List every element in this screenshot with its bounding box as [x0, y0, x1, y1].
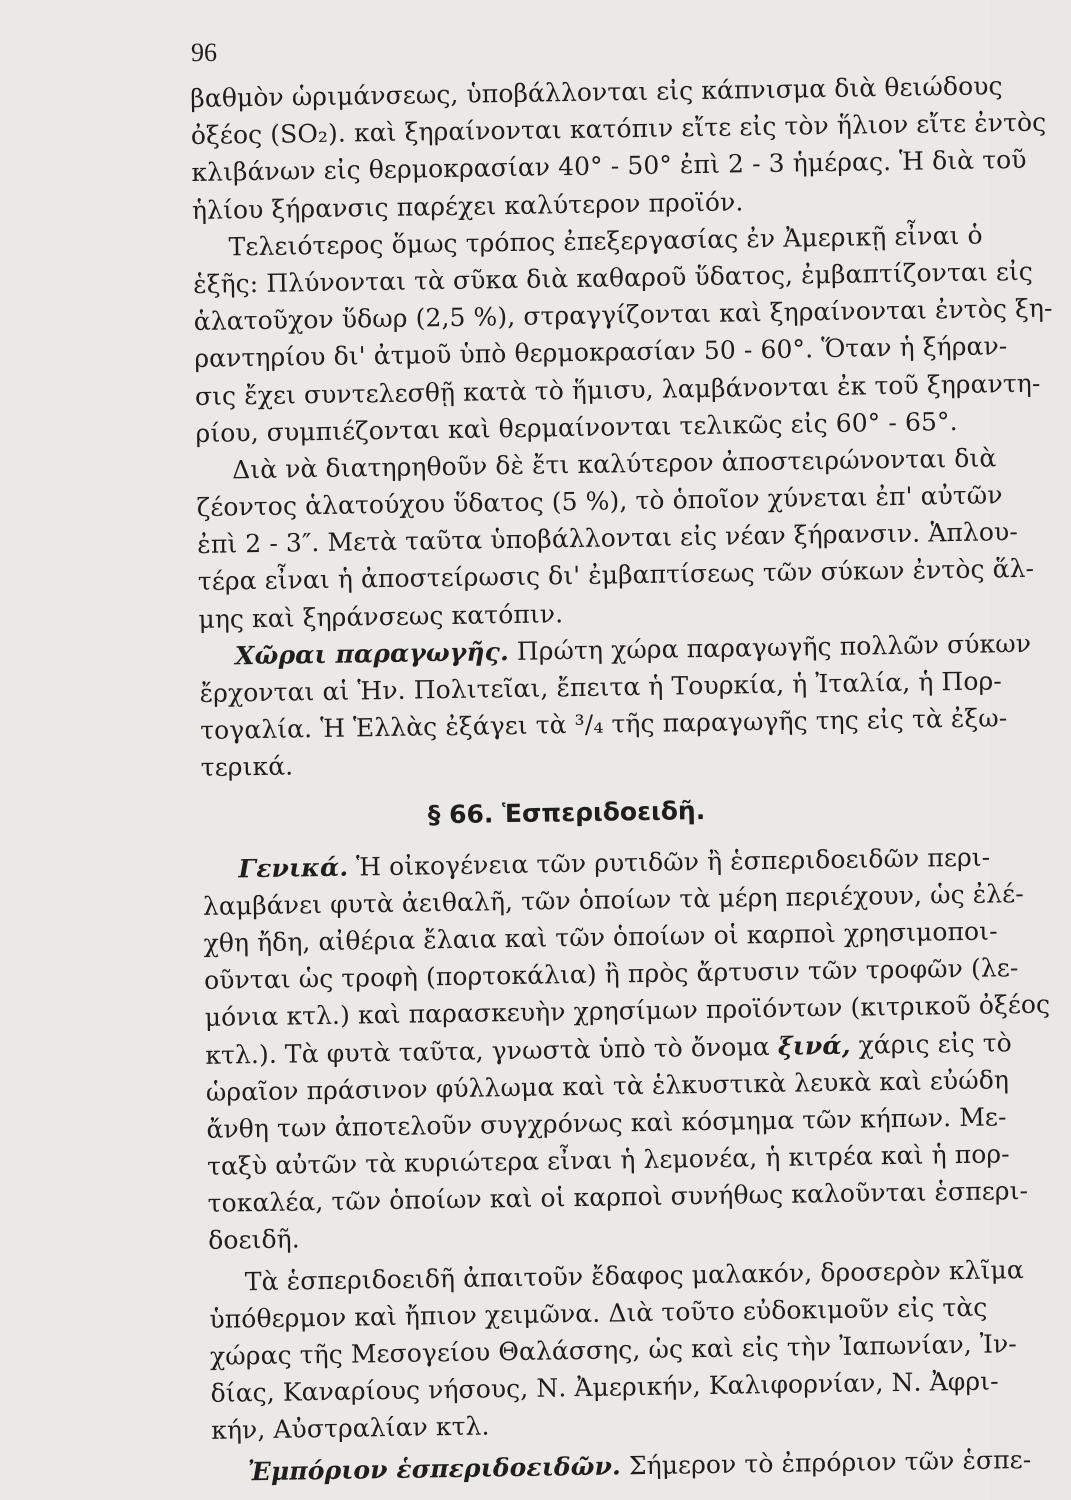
- page-number: 96: [191, 38, 217, 67]
- text-line: κλιβάνων εἰς θερμοκρασίαν 40° - 50° ἐπὶ 2 - 3 ἡμέρας. Ἡ διὰ τοῦ: [191, 145, 1027, 188]
- body-text: [190, 68, 1053, 1491]
- text-line: δοειδῆ.: [208, 1224, 300, 1256]
- paragraph-1: [190, 68, 1047, 229]
- run-in-heading: Γενικά.: [238, 852, 349, 883]
- text-line: ἔρχονται αἱ Ἡν. Πολιτεῖαι, ἔπειτα ἡ Τουρκία, ἡ Ἰταλία, ἡ Πορ-: [199, 666, 1003, 708]
- run-in-heading: Χῶραι παραγωγῆς.: [234, 636, 510, 671]
- text-line: ἑξῆς: Πλύνονται τὰ σῦκα διὰ καθαροῦ ὕδατος, ἐμβαπτίζονται εἰς: [192, 256, 1034, 299]
- text-line: ταξὺ αὐτῶν τὰ κυριώτερα εἶναι ἡ λεμονέα, ἡ κιτρέα καὶ ἡ πορ-: [206, 1139, 1010, 1181]
- text-line: ὀξέος (SO₂). καὶ ξηραίνονται κατόπιν εἴτε εἰς τὸν ἥλιον εἴτε ἐντὸς: [190, 107, 1047, 151]
- text-line: ἄνθη των ἀποτελοῦν συγχρόνως καὶ κόσμημα τῶν κήπων. Με-: [206, 1102, 1007, 1144]
- text-run: χάρις εἰς τὸ: [850, 1027, 1013, 1060]
- text-line: χθη ἤδη, αἰθέρια ἔλαια καὶ τῶν ὁποίων οἱ καρποὶ χρησιμοποι-: [203, 916, 998, 958]
- paragraph-4: [199, 626, 1032, 787]
- text-line: ὑπόθερμον καὶ ἤπιον χειμῶνα. Διὰ τοῦτο εὐδοκιμοῦν εἰς τὰς: [209, 1292, 988, 1334]
- text-run: Σήμερον τὸ ἐπρόριον τῶν ἑσπε-: [620, 1444, 1032, 1480]
- text-line: τοκαλέα, τῶν ὁποίων καὶ οἱ καρποὶ συνήθως καλοῦνται ἑσπερι-: [207, 1176, 1029, 1219]
- text-line: Διὰ νὰ διατηρηθοῦν δὲ ἔτι καλύτερον ἀποστειρώνονται διὰ: [231, 443, 997, 485]
- paragraph-5: [202, 838, 1051, 1259]
- text-line: σις ἔχει συντελεσθῇ κατὰ τὸ ἥμισυ, λαμβάνονται ἐκ τοῦ ξηραντη-: [194, 368, 1041, 411]
- text-line: Τελειότερος ὅμως τρόπος ἐπεξεργασίας ἐν Ἀμερικῇ εἶναι ὁ: [228, 220, 983, 262]
- text-line: οῦνται ὡς τροφὴ (πορτοκάλια) ἢ πρὸς ἄρτυσιν τῶν τροφῶν (λε-: [203, 953, 1019, 996]
- text-line: ἡλίου ξήρανσις παρέχει καλύτερον προϊόν.: [191, 186, 744, 225]
- text-line: ἐπὶ 2 - 3″. Μετὰ ταῦτα ὑποβάλλονται εἰς νέαν ξήρανσιν. Ἁπλου-: [197, 517, 1019, 560]
- text-line: βαθμὸν ὡριμάνσεως, ὑποβάλλονται εἰς κάπνισμα διὰ θειώδους: [190, 71, 1003, 113]
- text-line: χώρας τῆς Μεσογείου Θαλάσσης, ὡς καὶ εἰς τὴν Ἰαπωνίαν, Ἰν-: [209, 1329, 1018, 1371]
- emphasized-term: ξινά,: [777, 1030, 851, 1061]
- text-line: μόνια κτλ.) καὶ παρασκευὴν χρησίμων προϊόντων (κιτρικοῦ ὀξέος: [204, 989, 1051, 1033]
- paragraph-6: [209, 1251, 1025, 1449]
- text-line: τερικά.: [200, 751, 294, 783]
- text-run: Ἡ οἰκογένεια τῶν ρυτιδῶν ἢ ἑσπεριδοειδῶν περι-: [347, 842, 991, 882]
- text-line: Τὰ ἑσπεριδοειδῆ ἀπαιτοῦν ἔδαφος μαλακόν, δροσερὸν κλῖμα: [244, 1254, 1025, 1296]
- text-line: [212, 1441, 1032, 1490]
- text-run: κτλ.). Τὰ φυτὰ ταῦτα, γνωστὰ ὑπὸ τὸ ὄνομα: [205, 1031, 779, 1070]
- text-line: τογαλία. Ἡ Ἑλλὰς ἐξάγει τὰ ³/₄ τῆς παραγωγῆς της εἰς τὰ ἐξω-: [199, 703, 1008, 746]
- paragraph-2: [192, 217, 1053, 452]
- text-line: ζέοντος ἁλατούχου ὕδατος (5 %), τὸ ὁποῖον χύνεται ἐπ' αὐτῶν: [196, 480, 1003, 523]
- text-line: τέρα εἶναι ἡ ἀποστείρωσις δι' ἐμβαπτίσεως τῶν σύκων ἐντὸς ἅλ-: [197, 554, 1035, 597]
- text-line: ὡραῖον πράσινον φύλλωμα καὶ τὰ ἑλκυστικὰ λευκὰ καὶ εὐώδη: [205, 1064, 1010, 1107]
- paragraph-3: [196, 440, 1035, 638]
- run-in-heading: Ἐμπόριον ἑσπεριδοειδῶν.: [247, 1450, 622, 1486]
- text-line: λαμβάνει φυτὰ ἀειθαλῆ, τῶν ὁποίων τὰ μέρη περιέχουν, ὡς ἐλέ-: [202, 878, 1024, 921]
- text-line: ρίου, συμπιέζονται καὶ θερμαίνονται τελικῶς εἰς 60° - 65°.: [195, 406, 958, 448]
- text-line: κήν, Αὐστραλίαν κτλ.: [210, 1411, 490, 1446]
- paragraph-7: [212, 1441, 1032, 1490]
- section-heading: § 66. Ἑσπεριδοειδῆ.: [427, 795, 706, 829]
- text-line: ραντηρίου δι' ἀτμοῦ ὑπὸ θερμοκρασίαν 50 - 60°. Ὅταν ἡ ξήραν-: [194, 331, 1008, 374]
- text-line: ἁλατοῦχον ὕδωρ (2,5 %), στραγγίζονται καὶ ξηραίνονται ἐντὸς ξη-: [193, 293, 1053, 337]
- text-line: μης καὶ ξηράνσεως κατόπιν.: [198, 598, 564, 634]
- text-line: δίας, Καναρίους νήσους, Ν. Ἀμερικήν, Καλιφορνίαν, Ν. Ἀφρι-: [210, 1366, 999, 1409]
- text-run: Πρώτη χώρα παραγωγῆς πολλῶν σύκων: [508, 628, 1032, 666]
